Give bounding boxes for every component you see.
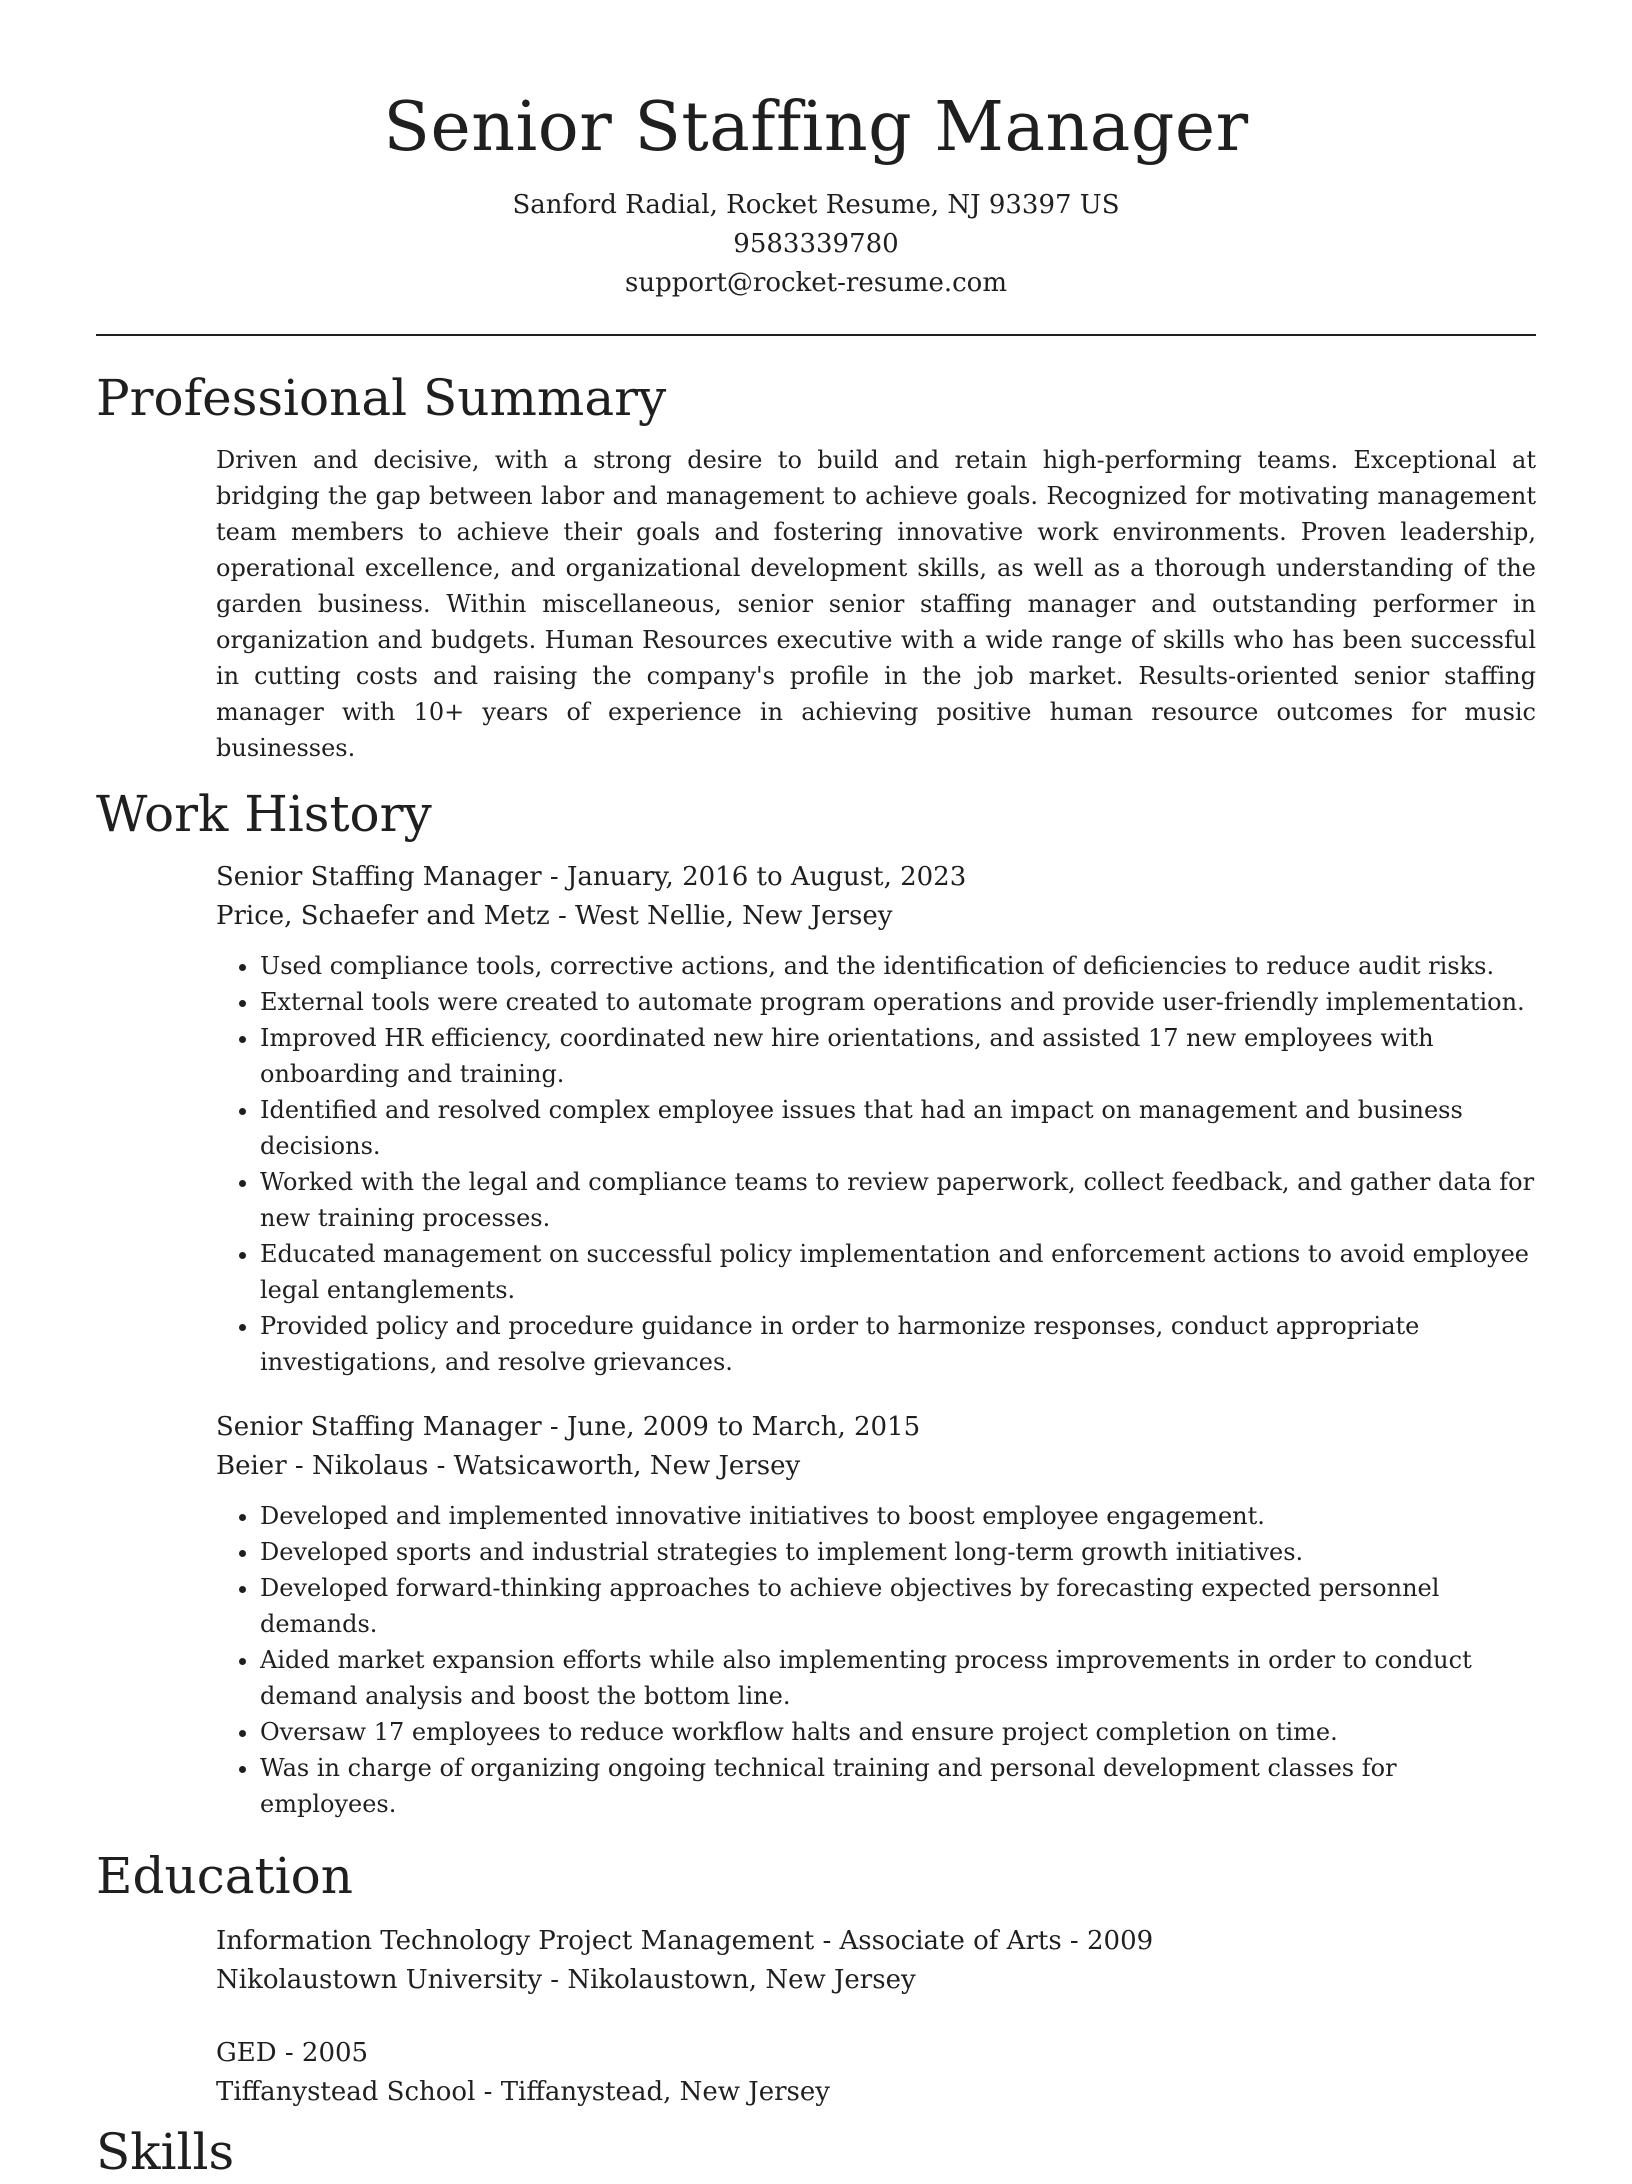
education-entry	[216, 1922, 1536, 2000]
job-bullet: • Educated management on successful policy implementation and enforcement actions to avoid employee legal entanglements.	[260, 1236, 1536, 1308]
job-bullet: • Developed sports and industrial strategies to implement long-term growth initiatives.	[260, 1534, 1536, 1570]
job-bullet: • Developed and implemented innovative initiatives to boost employee engagement.	[260, 1498, 1536, 1534]
job-bullet: • External tools were created to automate program operations and provide user-friendly implementation.	[260, 984, 1536, 1020]
resume-header	[96, 0, 1536, 303]
school-line	[216, 1961, 1536, 2000]
school-location: - Nikolaustown, New Jersey	[542, 1965, 916, 1995]
header-divider	[96, 334, 1536, 336]
job-bullet: • Developed forward-thinking approaches to achieve objectives by forecasting expected personnel demands.	[260, 1570, 1536, 1642]
candidate-title: Senior Staffing Manager	[383, 88, 1249, 167]
job-bullet-list	[216, 948, 1536, 1380]
phone-text: 9583339780	[733, 229, 899, 259]
job-company-line	[216, 897, 1536, 936]
job-entry	[216, 858, 1536, 1380]
job-bullet-list	[216, 1498, 1536, 1822]
summary-text: Driven and decisive, with a strong desire to build and retain high-performing teams. Exceptional at bridging the gap between labor and management to achieve goals. Recognized for motivating management team members to achieve their goals and fostering innovative work environments. Proven leadership, operational excellence, and organizational development skills, as well as a thorough understanding of the garden business. Within miscellaneous, senior senior staffing manager and outstanding performer in organization and budgets. Human Resources executive with a wide range of skills who has been successful in cutting costs and raising the company's profile in the job market. Results-oriented senior staffing manager with 10+ years of experience in achieving positive human resource outcomes for music businesses.	[216, 446, 1536, 762]
job-company-line	[216, 1447, 1536, 1486]
job-role: Senior Staffing Manager	[216, 1412, 542, 1442]
job-bullet: • Identified and resolved complex employee issues that had an impact on management and business decisions.	[260, 1092, 1536, 1164]
education-heading: Education	[96, 1847, 353, 1905]
education-entry	[216, 2034, 1536, 2112]
degree-year: - 2009	[1061, 1926, 1154, 1956]
job-bullet: • Oversaw 17 employees to reduce workflow halts and ensure project completion on time.	[260, 1714, 1536, 1750]
contact-block	[96, 186, 1536, 303]
job-dates: - June, 2009 to March, 2015	[541, 1412, 921, 1442]
school-name: Tiffanystead School	[216, 2077, 476, 2107]
job-bullet: • Was in charge of organizing ongoing technical training and personal development classes for employees.	[260, 1750, 1536, 1822]
skills-heading: Skills	[96, 2123, 235, 2181]
job-entry	[216, 1408, 1536, 1822]
job-bullet: • Worked with the legal and compliance teams to review paperwork, collect feedback, and gather data for new training processes.	[260, 1164, 1536, 1236]
email-text: support@rocket-resume.com	[624, 268, 1007, 298]
job-title-line	[216, 1408, 1536, 1447]
job-bullet: • Improved HR efficiency, coordinated new hire orientations, and assisted 17 new employees with onboarding and training.	[260, 1020, 1536, 1092]
job-role: Senior Staffing Manager	[216, 862, 542, 892]
job-dates: - January, 2016 to August, 2023	[541, 862, 967, 892]
job-bullet: • Used compliance tools, corrective actions, and the identification of deficiencies to reduce audit risks.	[260, 948, 1536, 984]
address-text: Sanford Radial, Rocket Resume, NJ 93397 US	[512, 190, 1120, 220]
summary-heading: Professional Summary	[96, 369, 667, 427]
school-name: Nikolaustown University	[216, 1965, 543, 1995]
resume-page	[96, 0, 1536, 2181]
job-company: Beier - Nikolaus	[216, 1451, 429, 1481]
degree-line	[216, 1922, 1536, 1961]
degree-year: - 2005	[276, 2038, 369, 2068]
job-bullet: • Provided policy and procedure guidance in order to harmonize responses, conduct appropriate investigations, and resolve grievances.	[260, 1308, 1536, 1380]
school-location: - Tiffanystead, New Jersey	[475, 2077, 830, 2107]
school-line	[216, 2073, 1536, 2112]
degree-name: GED	[216, 2038, 277, 2068]
job-location: - Watsicaworth, New Jersey	[428, 1451, 801, 1481]
degree-name: Information Technology Project Management - Associate of Arts	[216, 1926, 1062, 1956]
degree-line	[216, 2034, 1536, 2073]
job-bullet: • Aided market expansion efforts while also implementing process improvements in order to conduct demand analysis and boost the bottom line.	[260, 1642, 1536, 1714]
job-title-line	[216, 858, 1536, 897]
job-company: Price, Schaefer and Metz	[216, 901, 550, 931]
job-location: - West Nellie, New Jersey	[549, 901, 893, 931]
work-history-heading: Work History	[96, 785, 432, 843]
